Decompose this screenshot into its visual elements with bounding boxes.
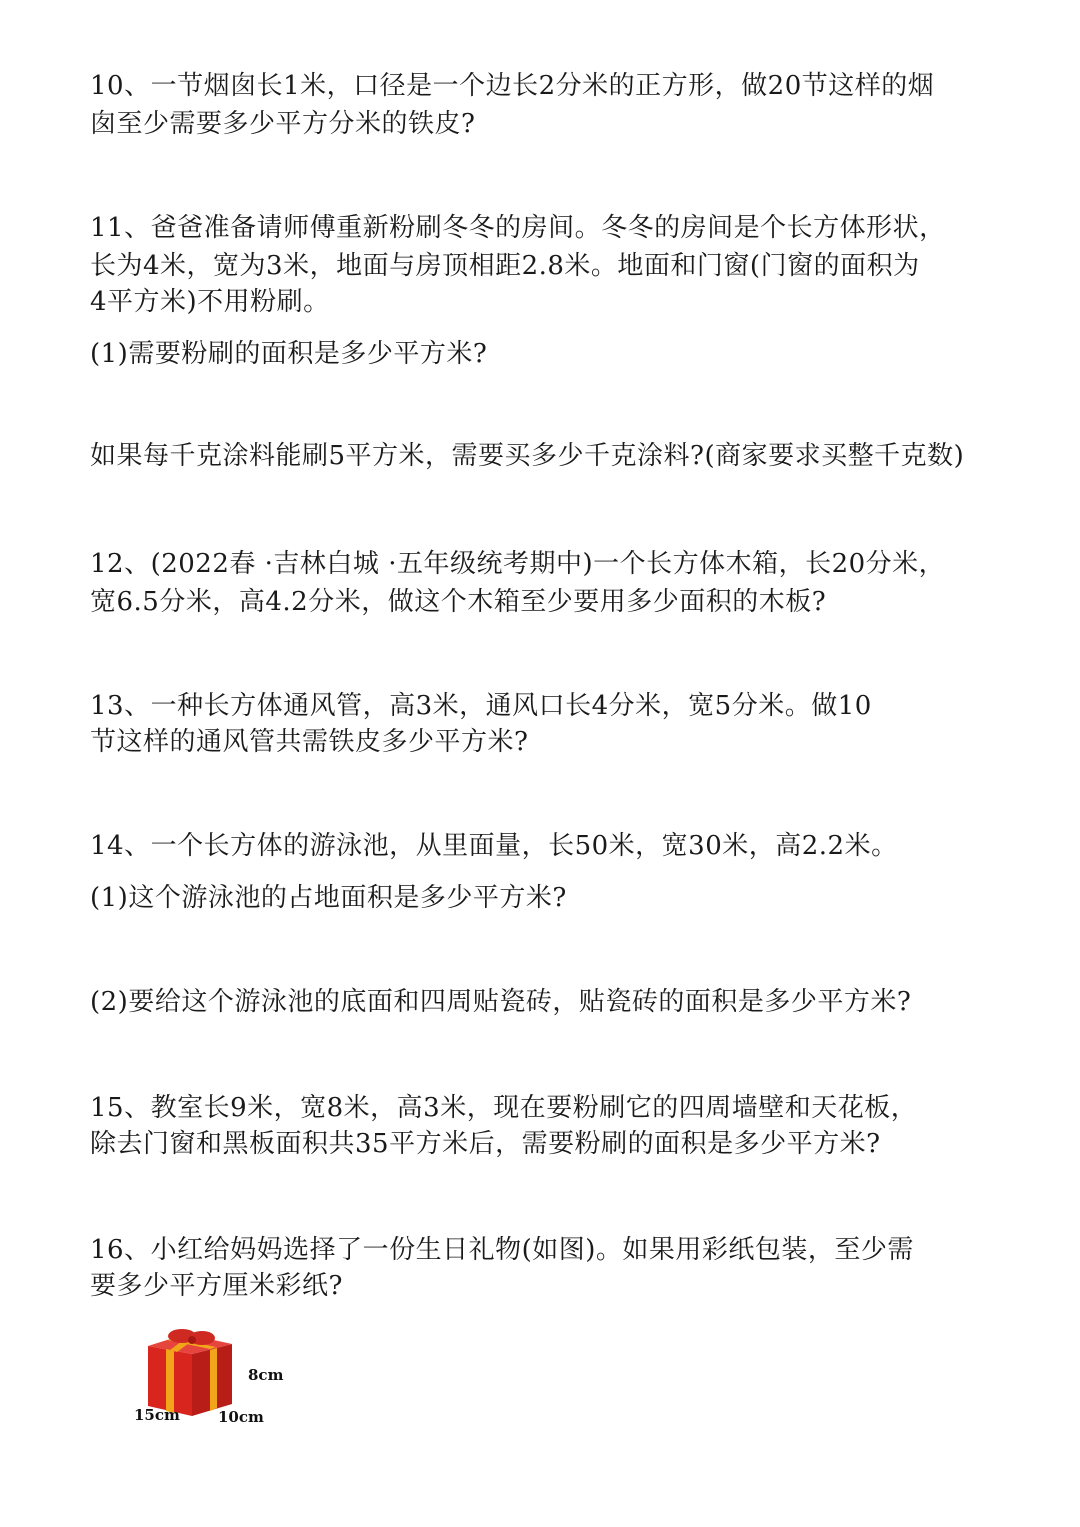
- problem-14-line-1: 14、一个长方体的游泳池，从里面量，长50米，宽30米，高2.2米。: [90, 831, 898, 861]
- width-dimension-label: 10cm: [218, 1408, 264, 1426]
- problem-16-line-2: 要多少平方厘米彩纸?: [90, 1271, 343, 1301]
- problem-11-line-1: 11、爸爸准备请师傅重新粉刷冬冬的房间。冬冬的房间是个长方体形状，: [90, 213, 946, 243]
- problem-11-line-2: 长为4米，宽为3米，地面与房顶相距2.8米。地面和门窗(门窗的面积为: [90, 251, 920, 281]
- problem-15-line-1: 15、教室长9米，宽8米，高3米，现在要粉刷它的四周墙壁和天花板，: [90, 1093, 918, 1123]
- problem-13-line-2: 节这样的通风管共需铁皮多少平方米?: [90, 727, 529, 757]
- problem-16-line-1: 16、小红给妈妈选择了一份生日礼物(如图)。如果用彩纸包装，至少需: [90, 1235, 914, 1265]
- problem-12-line-2: 宽6.5分米，高4.2分米，做这个木箱至少要用多少面积的木板?: [90, 587, 827, 617]
- height-dimension-label: 8cm: [248, 1366, 284, 1384]
- problem-11-sub-1: (1)需要粉刷的面积是多少平方米?: [90, 339, 488, 369]
- problem-14-sub-2: (2)要给这个游泳池的底面和四周贴瓷砖，贴瓷砖的面积是多少平方米?: [90, 987, 912, 1017]
- ribbon-front: [166, 1349, 174, 1413]
- length-dimension-label: 15cm: [134, 1406, 180, 1424]
- problem-13-line-1: 13、一种长方体通风管，高3米，通风口长4分米，宽5分米。做10: [90, 691, 872, 721]
- bow-knot: [188, 1336, 196, 1344]
- gift-box-figure: [130, 1318, 300, 1428]
- problem-11-sub-2: 如果每千克涂料能刷5平方米，需要买多少千克涂料?(商家要求买整千克数): [90, 441, 965, 471]
- problem-14-sub-1: (1)这个游泳池的占地面积是多少平方米?: [90, 883, 567, 913]
- problem-15-line-2: 除去门窗和黑板面积共35平方米后，需要粉刷的面积是多少平方米?: [90, 1129, 881, 1159]
- problem-12-line-1: 12、(2022春 ·吉林白城 ·五年级统考期中)一个长方体木箱，长20分米，: [90, 549, 946, 579]
- problem-10-line-1: 10、一节烟囱长1米，口径是一个边长2分米的正方形，做20节这样的烟: [90, 71, 935, 101]
- problem-10-line-2: 囱至少需要多少平方分米的铁皮?: [90, 109, 476, 139]
- problem-11-line-3: 4平方米)不用粉刷。: [90, 287, 330, 317]
- ribbon-side: [210, 1348, 217, 1411]
